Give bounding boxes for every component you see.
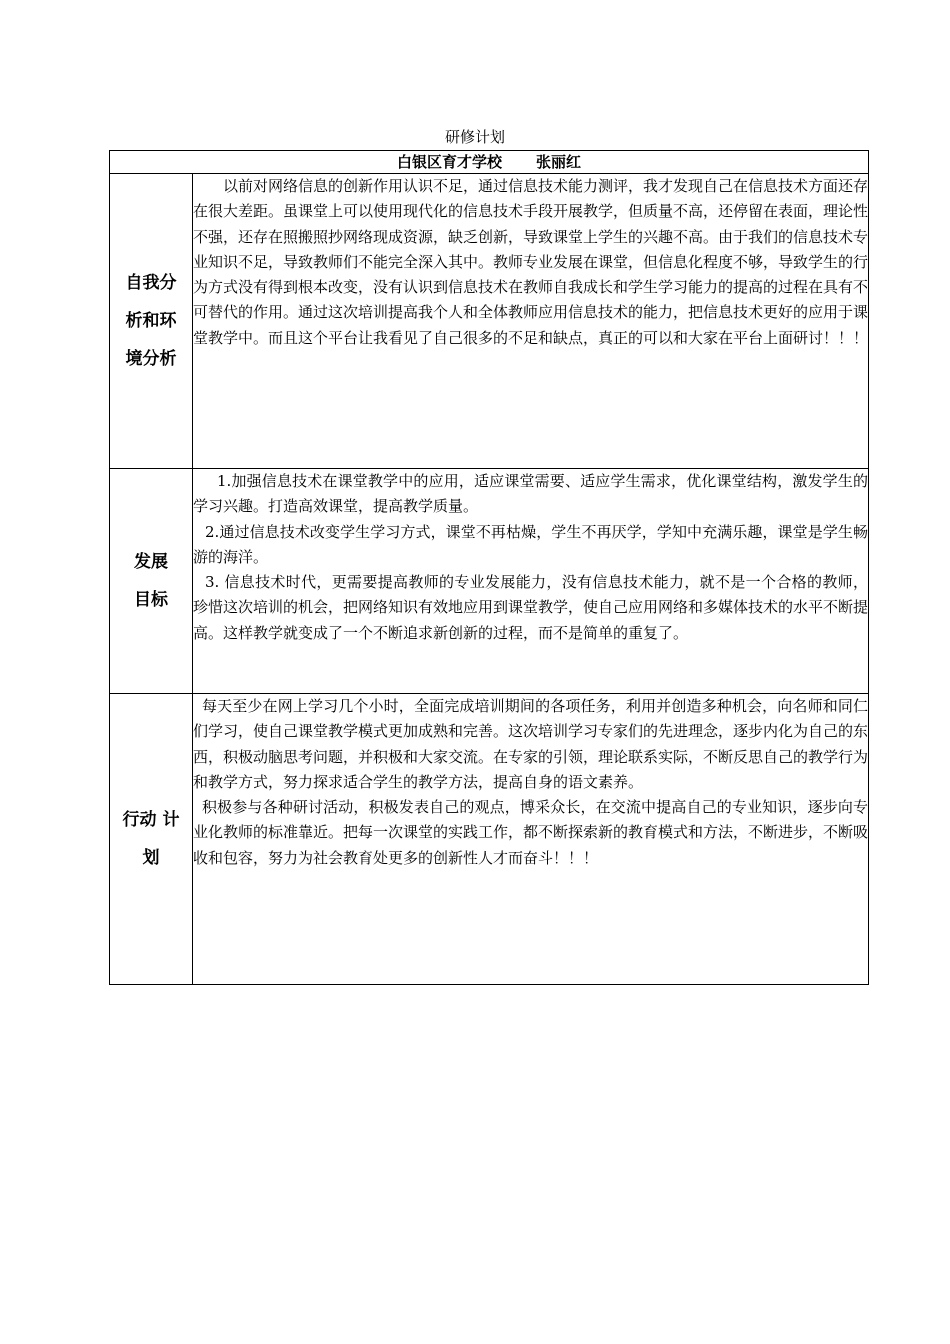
section-label <box>110 469 193 694</box>
section-action-plan <box>110 694 869 985</box>
school-name: 白银区育才学校 <box>396 153 502 171</box>
paragraph: 每天至少在网上学习几个小时，全面完成培训期间的各项任务，利用并创造多种机会，向名师和同仁们学习，使自己课堂教学模式更加成熟和完善。这次培训学习专家们的先进理念，逐步内化为自己的东西，积极动脑思考问题，并积极和大家交流。在专家的引领，理论联系实际，不断反思自己的教学行为和教学方式，努力探求适合学生的教学方法，提高自身的语文素养。 <box>193 697 869 791</box>
plan-table <box>109 150 869 985</box>
section-label-line: 发展 <box>134 552 168 572</box>
section-content <box>193 174 869 469</box>
section-label <box>110 174 193 469</box>
section-content <box>193 469 869 694</box>
paragraph: 1.加强信息技术在课堂教学中的应用，适应课堂需要、适应学生需求，优化课堂结构，激发学生的学习兴趣。打造高效课堂，提高教学质量。 <box>193 472 868 516</box>
section-self-analysis <box>110 174 869 469</box>
section-label-line: 划 <box>142 848 160 868</box>
section-label <box>110 694 193 985</box>
header-cell <box>110 151 869 174</box>
section-content <box>193 694 869 985</box>
section-label-line: 境分析 <box>125 349 177 369</box>
section-label-line: 目标 <box>134 590 168 610</box>
section-label-line: 自我分 <box>125 273 177 293</box>
page-title: 研修计划 <box>444 128 505 146</box>
paragraph: 积极参与各种研讨活动，积极发表自己的观点，博采众长，在交流中提高自己的专业知识，逐步向专业化教师的标准靠近。把每一次课堂的实践工作，都不断探索新的教育模式和方法，不断进步，不断吸收和包容，努力为社会教育处更多的创新性人才而奋斗！！！ <box>193 798 869 867</box>
section-label-line: 行动 计 <box>122 810 180 830</box>
teacher-name: 张丽红 <box>536 153 582 171</box>
paragraph: 3. 信息技术时代，更需要提高教师的专业发展能力，没有信息技术能力，就不是一个合格的教师，珍惜这次培训的机会，把网络知识有效地应用到课堂教学，使自己应用网络和多媒体技术的水平不断提高。这样教学就变成了一个不断追求新创新的过程，而不是简单的重复了。 <box>193 573 869 642</box>
paragraph: 2.通过信息技术改变学生学习方式，课堂不再枯燥，学生不再厌学，学知中充满乐趣，课堂是学生畅游的海洋。 <box>193 522 868 566</box>
paragraph: 以前对网络信息的创新作用认识不足，通过信息技术能力测评，我才发现自己在信息技术方面还存在很大差距。虽课堂上可以使用现代化的信息技术手段开展教学，但质量不高，还停留在表面，理论性不强，还存在照搬照抄网络现成资源，缺乏创新，导致课堂上学生的兴趣不高。由于我们的信息技术专业知识不足，导致教师们不能完全深入其中。教师专业发展在课堂，但信息化程度不够，导致学生的行为方式没有得到根本改变，没有认识到信息技术在教师自我成长和学生学习能力的提高的过程在具有不可替代的作用。通过这次培训提高我个人和全体教师应用信息技术的能力，把信息技术更好的应用于课堂教学中。而且这个平台让我看见了自己很多的不足和缺点，真正的可以和大家在平台上面研讨！！！ <box>193 177 869 347</box>
section-goals <box>110 469 869 694</box>
header-row <box>110 151 869 174</box>
section-label-line: 析和环 <box>125 311 177 331</box>
